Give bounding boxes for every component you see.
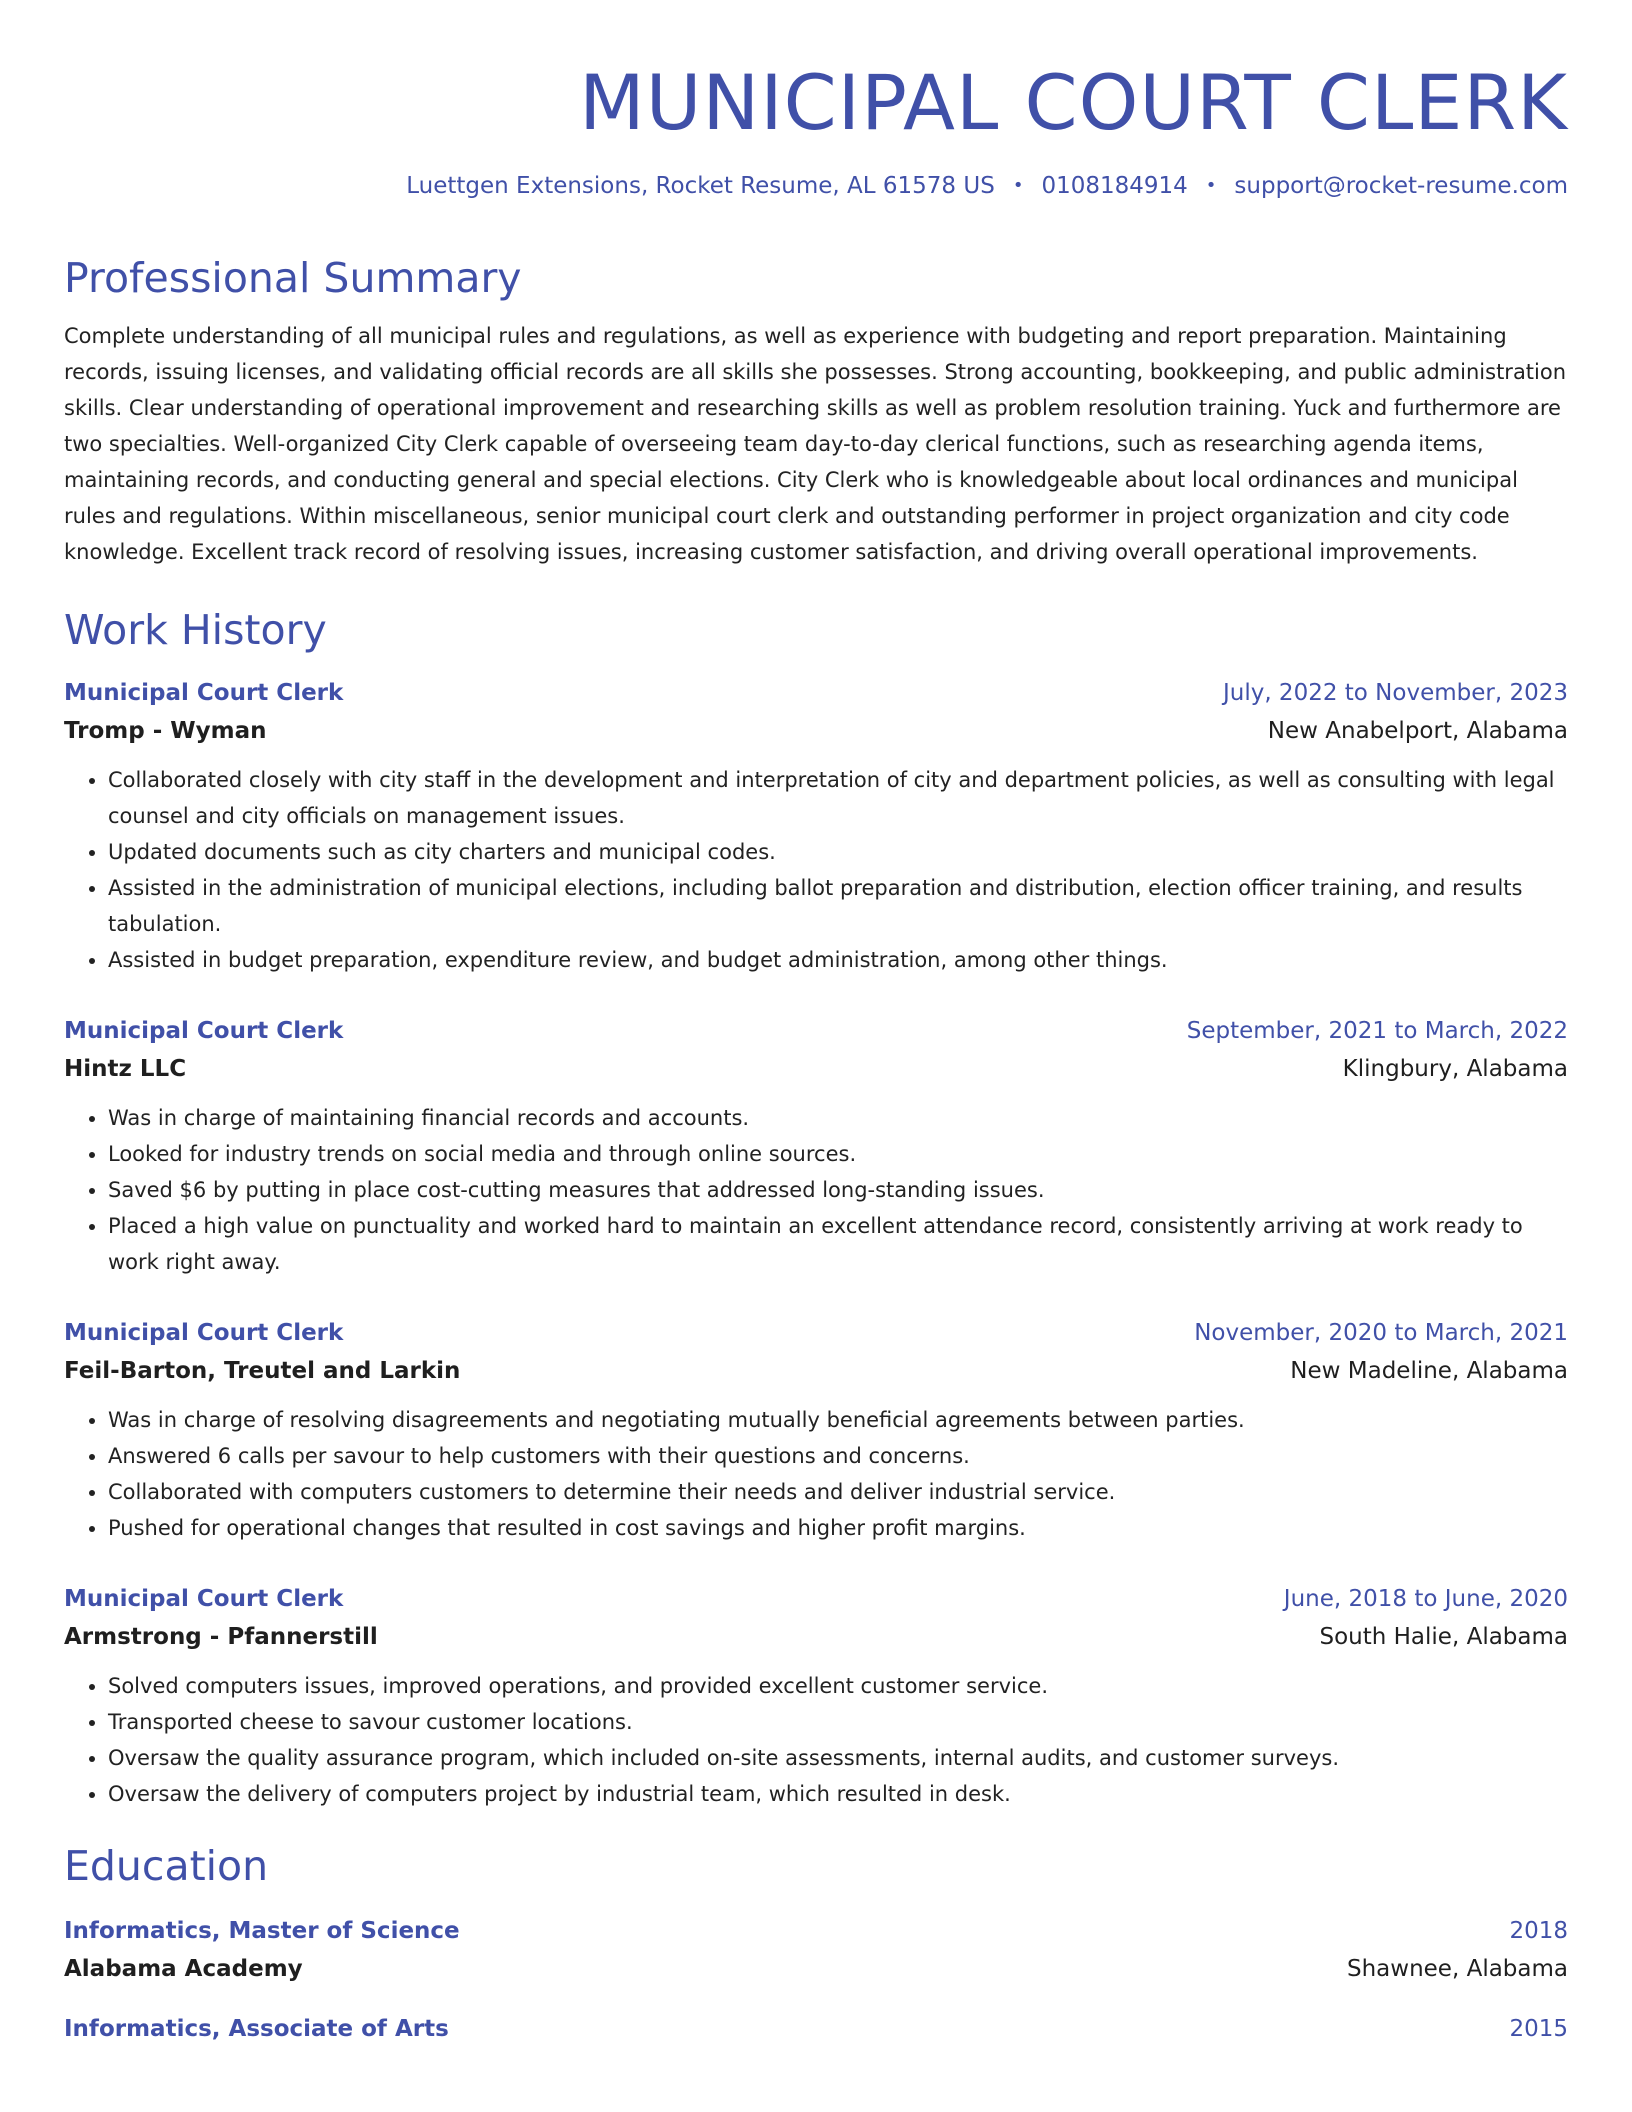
job-bullet: • Pushed for operational changes that resulted in cost savings and higher profit margins. xyxy=(108,1510,1568,1546)
education-degree: Informatics, Associate of Arts xyxy=(64,2016,449,2042)
job-bullet: • Looked for industry trends on social media and through online sources. xyxy=(108,1136,1568,1172)
education-degree: Informatics, Master of Science xyxy=(64,1918,460,1944)
job-bullets xyxy=(64,762,1568,978)
contact-email: support@rocket-resume.com xyxy=(1234,173,1568,199)
job-location: New Madeline, Alabama xyxy=(1290,1358,1568,1384)
job-dates: July, 2022 to November, 2023 xyxy=(1222,680,1568,706)
separator-dot: • xyxy=(1012,175,1024,196)
education-year: 2018 xyxy=(1509,1918,1568,1944)
job-dates: September, 2021 to March, 2022 xyxy=(1186,1018,1568,1044)
education-year: 2015 xyxy=(1509,2016,1568,2042)
education-location: Shawnee, Alabama xyxy=(1347,1956,1568,1982)
job-bullet: • Assisted in budget preparation, expenditure review, and budget administration, among other things. xyxy=(108,942,1568,978)
education-school: Alabama Academy xyxy=(64,1956,303,1982)
job-bullet: • Placed a high value on punctuality and worked hard to maintain an excellent attendance record, consistently arriving at work ready to work right away. xyxy=(108,1208,1568,1280)
job-role: Municipal Court Clerk xyxy=(64,680,344,706)
job-bullet: • Answered 6 calls per savour to help customers with their questions and concerns. xyxy=(108,1438,1568,1474)
job-bullet: • Collaborated with computers customers to determine their needs and deliver industrial service. xyxy=(108,1474,1568,1510)
job-bullet: • Solved computers issues, improved operations, and provided excellent customer service. xyxy=(108,1668,1568,1704)
job-bullet: • Was in charge of resolving disagreements and negotiating mutually beneficial agreements between parties. xyxy=(108,1402,1568,1438)
job-entry xyxy=(64,1314,1568,1546)
resume-title: MUNICIPAL COURT CLERK xyxy=(579,58,1568,147)
job-bullet: • Assisted in the administration of municipal elections, including ballot preparation and distribution, election officer training, and results tabulation. xyxy=(108,870,1568,942)
work-history-heading: Work History xyxy=(64,606,327,654)
job-dates: June, 2018 to June, 2020 xyxy=(1283,1586,1568,1612)
job-bullets xyxy=(64,1402,1568,1546)
job-dates: November, 2020 to March, 2021 xyxy=(1194,1320,1568,1346)
job-company: Tromp - Wyman xyxy=(64,718,267,744)
job-bullet: • Oversaw the quality assurance program, which included on-site assessments, internal audits, and customer surveys. xyxy=(108,1740,1568,1776)
job-role: Municipal Court Clerk xyxy=(64,1320,344,1346)
job-bullet: • Updated documents such as city charters and municipal codes. xyxy=(108,834,1568,870)
education-heading: Education xyxy=(64,1842,269,1890)
job-location: New Anabelport, Alabama xyxy=(1267,718,1568,744)
job-entry xyxy=(64,1012,1568,1280)
job-bullet: • Collaborated closely with city staff in the development and interpretation of city and department policies, as well as consulting with legal counsel and city officials on management issues. xyxy=(108,762,1568,834)
job-bullet: • Oversaw the delivery of computers project by industrial team, which resulted in desk. xyxy=(108,1776,1568,1812)
education-entry xyxy=(64,2010,1568,2048)
job-company: Armstrong - Pfannerstill xyxy=(64,1624,378,1650)
job-location: South Halie, Alabama xyxy=(1319,1624,1568,1650)
job-bullet: • Saved $6 by putting in place cost-cutting measures that addressed long-standing issues. xyxy=(108,1172,1568,1208)
job-bullets xyxy=(64,1668,1568,1812)
job-entry xyxy=(64,674,1568,978)
contact-address: Luettgen Extensions, Rocket Resume, AL 61578 US xyxy=(406,173,995,199)
job-bullet: • Transported cheese to savour customer locations. xyxy=(108,1704,1568,1740)
job-bullets xyxy=(64,1100,1568,1280)
education-entry xyxy=(64,1912,1568,1988)
job-entry xyxy=(64,1580,1568,1812)
job-bullet: • Was in charge of maintaining financial records and accounts. xyxy=(108,1100,1568,1136)
contact-phone: 0108184914 xyxy=(1041,173,1188,199)
job-role: Municipal Court Clerk xyxy=(64,1018,344,1044)
job-company: Feil-Barton, Treutel and Larkin xyxy=(64,1358,461,1384)
summary-text: Complete understanding of all municipal rules and regulations, as well as experience with budgeting and report preparation. Maintaining records, issuing licenses, and validating official records are all skills she possesses. Strong accounting, bookkeeping, and public administration skills. Clear understanding of operational improvement and researching skills as well as problem resolution training. Yuck and furthermore are two specialties. Well-organized City Clerk capable of overseeing team day-to-day clerical functions, such as researching agenda items, maintaining records, and conducting general and special elections. City Clerk who is knowledgeable about local ordinances and municipal rules and regulations. Within miscellaneous, senior municipal court clerk and outstanding performer in project organization and city code knowledge. Excellent track record of resolving issues, increasing customer satisfaction, and driving overall operational improvements. xyxy=(64,324,1567,564)
separator-dot: • xyxy=(1205,175,1217,196)
job-role: Municipal Court Clerk xyxy=(64,1586,344,1612)
job-location: Klingbury, Alabama xyxy=(1342,1056,1568,1082)
job-company: Hintz LLC xyxy=(64,1056,187,1082)
contact-line xyxy=(64,170,1568,202)
summary-heading: Professional Summary xyxy=(64,254,522,302)
